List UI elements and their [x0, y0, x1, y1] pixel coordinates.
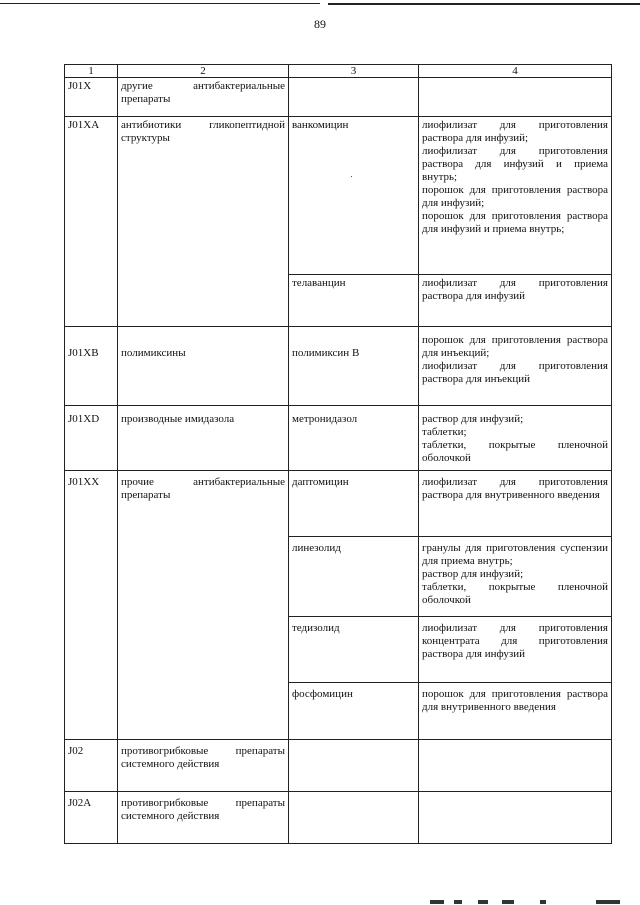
dosage-form: порошок для приготовления раствора для инъекций; — [422, 334, 608, 359]
dosage-forms — [419, 117, 612, 275]
dosage-forms — [419, 792, 612, 844]
drug-name: полимиксин В — [289, 327, 419, 406]
atc-code: J02 — [65, 740, 118, 792]
atc-code: J01XB — [65, 327, 118, 406]
drug-table — [64, 64, 612, 844]
table-row — [65, 740, 612, 792]
atc-code: J01XX — [65, 471, 118, 740]
top-edge-line — [0, 3, 640, 5]
dosage-forms — [419, 471, 612, 537]
table-row — [65, 78, 612, 117]
group-name: прочие антибактериальные препараты — [118, 471, 289, 740]
header-col-3: 3 — [289, 65, 419, 78]
header-col-4: 4 — [419, 65, 612, 78]
group-name: антибиотики гликопептидной структуры — [118, 117, 289, 327]
drug-name — [289, 792, 419, 844]
drug-name — [289, 740, 419, 792]
dosage-form: раствор для инфузий; — [422, 568, 524, 580]
dosage-forms — [419, 327, 612, 406]
header-col-1: 1 — [65, 65, 118, 78]
dosage-form: гранулы для приготовления суспензии для приема внутрь; — [422, 542, 608, 567]
header-col-2: 2 — [118, 65, 289, 78]
group-name: производные имидазола — [118, 406, 289, 471]
drug-name: линезолид — [289, 537, 419, 617]
scan-speck — [351, 176, 352, 177]
dosage-forms — [419, 78, 612, 117]
dosage-form: лиофилизат для приготовления раствора для инфузий и приема внутрь; — [422, 145, 608, 183]
dosage-form: порошок для приготовления раствора для инфузий и приема внутрь; — [422, 210, 608, 235]
drug-name: тедизолид — [289, 617, 419, 683]
dosage-form: раствор для инфузий; — [422, 413, 524, 425]
group-name: противогрибковые препараты системного действия — [118, 740, 289, 792]
table-row — [65, 792, 612, 844]
atc-code: J01XD — [65, 406, 118, 471]
group-name: полимиксины — [118, 327, 289, 406]
dosage-forms — [419, 537, 612, 617]
dosage-form: лиофилизат для приготовления концентрата для приготовления раствора для инфузий — [422, 622, 608, 660]
dosage-form: порошок для приготовления раствора для внутривенного введения — [422, 688, 608, 713]
dosage-form: таблетки, покрытые пленочной оболочкой — [422, 439, 608, 464]
drug-name: телаванцин — [289, 275, 419, 327]
drug-name: фосфомицин — [289, 683, 419, 740]
drug-name: ванкомицин — [289, 117, 419, 275]
dosage-form: лиофилизат для приготовления раствора для инфузий; — [422, 119, 608, 144]
dosage-form: лиофилизат для приготовления раствора для инфузий — [422, 277, 608, 302]
drug-name: даптомицин — [289, 471, 419, 537]
drug-name: метронидазол — [289, 406, 419, 471]
drug-name — [289, 78, 419, 117]
table-row — [65, 471, 612, 537]
dosage-form: таблетки; — [422, 426, 467, 438]
dosage-form: лиофилизат для приготовления раствора для инъекций — [422, 360, 608, 385]
atc-code: J01X — [65, 78, 118, 117]
bottom-edge-marks — [420, 898, 620, 904]
dosage-forms — [419, 406, 612, 471]
group-name: другие антибактериальные препараты — [118, 78, 289, 117]
dosage-form: таблетки, покрытые пленочной оболочкой — [422, 581, 608, 606]
page-number: 89 — [314, 17, 326, 31]
table-row — [65, 117, 612, 275]
header-row — [65, 65, 612, 78]
dosage-forms — [419, 275, 612, 327]
dosage-forms — [419, 683, 612, 740]
dosage-form: лиофилизат для приготовления раствора для внутривенного введения — [422, 476, 608, 501]
atc-code: J01XA — [65, 117, 118, 327]
table-row — [65, 406, 612, 471]
atc-code: J02A — [65, 792, 118, 844]
table-row — [65, 327, 612, 406]
dosage-form: порошок для приготовления раствора для инфузий; — [422, 184, 608, 209]
dosage-forms — [419, 617, 612, 683]
dosage-forms — [419, 740, 612, 792]
group-name: противогрибковые препараты системного действия — [118, 792, 289, 844]
